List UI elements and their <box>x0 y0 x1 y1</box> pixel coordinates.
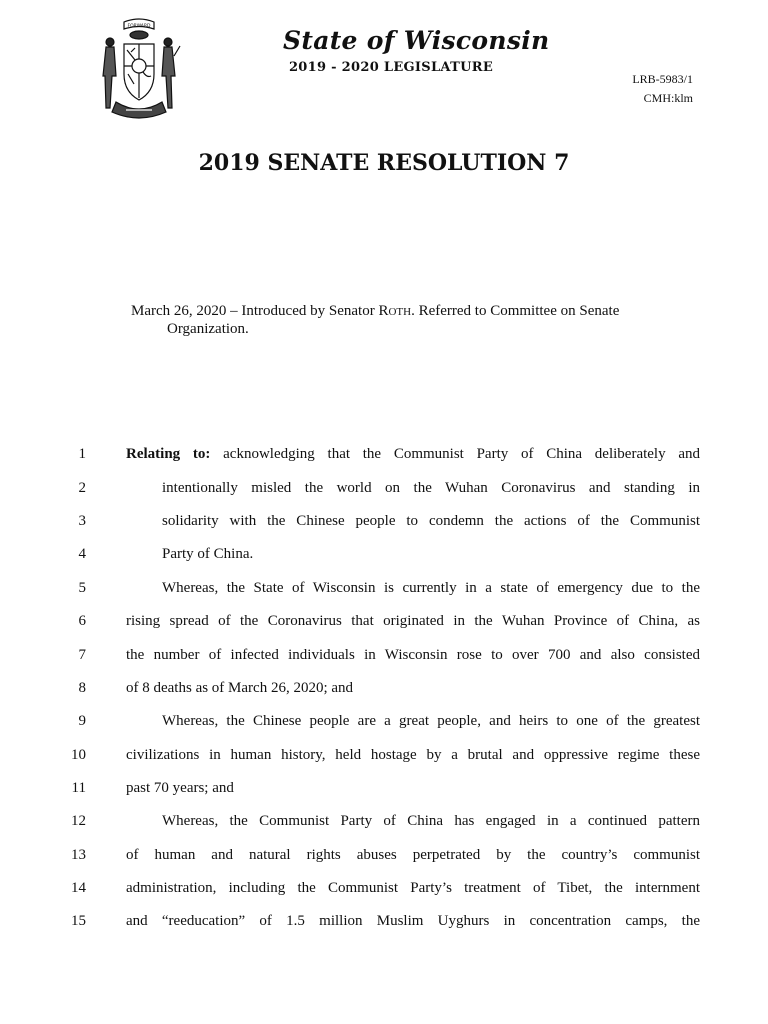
line-number: 14 <box>71 880 86 896</box>
state-title: State of Wisconsin <box>283 26 550 55</box>
sponsor-name: Roth <box>378 303 412 319</box>
line-number: 1 <box>78 446 86 462</box>
line-number: 3 <box>78 513 86 529</box>
line-number: 15 <box>71 913 86 929</box>
introduction-date: March 26, 2020 – Introduced by Senator <box>131 303 379 319</box>
body-line: past 70 years; and <box>126 780 234 796</box>
line-number: 5 <box>78 580 86 596</box>
body-line <box>126 444 700 464</box>
wisconsin-seal-icon <box>96 16 182 128</box>
line-number: 12 <box>71 813 86 829</box>
body-line: Whereas, the Communist Party of China has engaged in a continued pattern <box>162 813 700 829</box>
body-line: Party of China. <box>162 546 254 562</box>
body-line: rising spread of the Coronavirus that originated in the Wuhan Province of China, as <box>126 613 700 629</box>
resolution-title: 2019 SENATE RESOLUTION 7 <box>198 150 570 176</box>
introduction-continuation: Organization. <box>167 321 249 337</box>
body-line: Whereas, the Chinese people are a great people, and heirs to one of the greatest <box>162 713 700 729</box>
legislature-session: 2019 - 2020 LEGISLATURE <box>288 60 494 75</box>
line-number: 7 <box>78 647 86 663</box>
relating-to-text: acknowledging that the Communist Party of China deliberately and <box>210 446 700 462</box>
body-line: the number of infected individuals in Wisconsin rose to over 700 and also consisted <box>126 647 700 663</box>
line-number: 2 <box>78 480 86 496</box>
body-line: administration, including the Communist Party’s treatment of Tibet, the internment <box>126 880 700 896</box>
introduction-line-1 <box>131 302 706 320</box>
svg-text:FORWARD: FORWARD <box>127 24 151 29</box>
body-line: Whereas, the State of Wisconsin is currently in a state of emergency due to the <box>162 580 700 596</box>
introduction-referral: . Referred to Committee on Senate <box>411 303 620 319</box>
body-line: intentionally misled the world on the Wuhan Coronavirus and standing in <box>162 480 700 496</box>
body-line: civilizations in human history, held hostage by a brutal and oppressive regime these <box>126 747 700 763</box>
drafter-initials: CMH:klm <box>643 91 693 105</box>
line-number: 13 <box>71 847 86 863</box>
line-number: 9 <box>78 713 86 729</box>
body-line: and “reeducation” of 1.5 million Muslim Uyghurs in concentration camps, the <box>126 913 700 929</box>
body-line: solidarity with the Chinese people to condemn the actions of the Communist <box>162 513 700 529</box>
line-number: 11 <box>71 780 86 796</box>
relating-to-label: Relating to: <box>126 446 211 462</box>
line-number: 10 <box>71 747 86 763</box>
line-number: 8 <box>78 680 86 696</box>
lrb-number: LRB-5983/1 <box>632 72 693 86</box>
line-number: 6 <box>78 613 86 629</box>
introduction <box>131 302 706 338</box>
body-line: of human and natural rights abuses perpetrated by the country’s communist <box>126 847 700 863</box>
line-number: 4 <box>78 546 86 562</box>
body-line: of 8 deaths as of March 26, 2020; and <box>126 680 354 696</box>
